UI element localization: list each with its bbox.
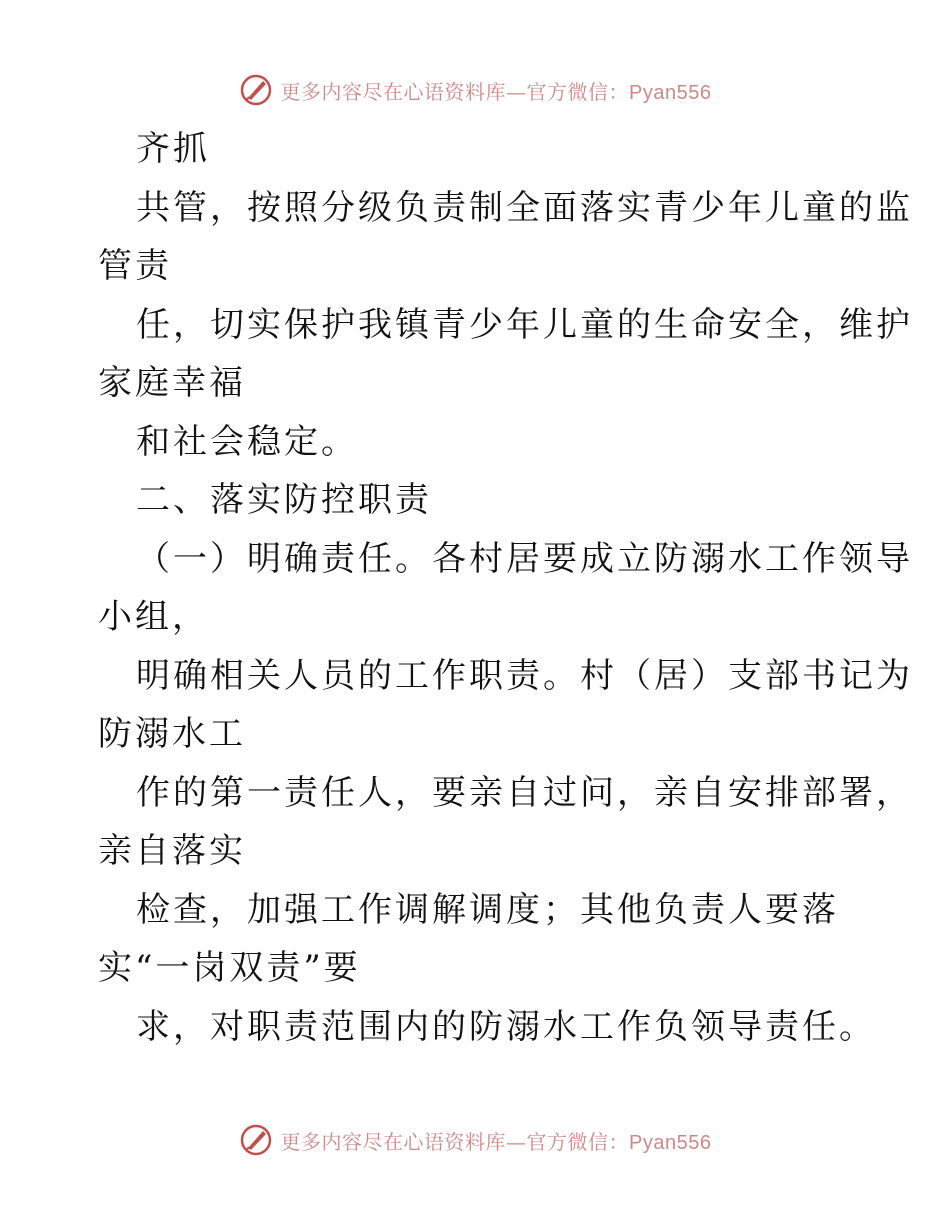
footer-banner xyxy=(0,1120,950,1160)
body-line: 家庭幸福 xyxy=(98,363,246,403)
section-heading: 二、落实防控职责 xyxy=(136,480,432,520)
quill-pen-logo-icon xyxy=(239,1123,273,1157)
body-line: 求，对职责范围内的防溺水工作负领导责任。 xyxy=(136,1006,876,1047)
body-line: 管责 xyxy=(98,246,172,286)
body-line: 实“一岗双责”要 xyxy=(98,948,361,988)
body-line: 明确相关人员的工作职责。村（居）支部书记为 xyxy=(136,655,913,696)
body-line: 作的第一责任人，要亲自过问，亲自安排部署， xyxy=(136,772,913,813)
header-banner-text: 更多内容尽在心语资料库—官方微信：Pyan556 xyxy=(280,79,712,104)
body-line: 任，切实保护我镇青少年儿童的生命安全，维护 xyxy=(136,304,913,345)
body-line: 防溺水工 xyxy=(98,714,246,754)
body-line: （一）明确责任。各村居要成立防溺水工作领导 xyxy=(136,538,913,579)
footer-banner-text: 更多内容尽在心语资料库—官方微信：Pyan556 xyxy=(280,1129,712,1154)
quill-pen-logo-icon xyxy=(239,73,273,107)
body-line: 亲自落实 xyxy=(98,831,246,871)
body-line: 齐抓 xyxy=(136,129,210,169)
body-line: 检查，加强工作调解调度；其他负责人要落 xyxy=(136,889,839,930)
document-body xyxy=(98,120,913,1056)
header-banner xyxy=(0,70,950,110)
body-line: 小组， xyxy=(98,597,209,637)
body-line: 和社会稳定。 xyxy=(136,421,358,462)
body-line: 共管，按照分级负责制全面落实青少年儿童的监 xyxy=(136,187,913,228)
